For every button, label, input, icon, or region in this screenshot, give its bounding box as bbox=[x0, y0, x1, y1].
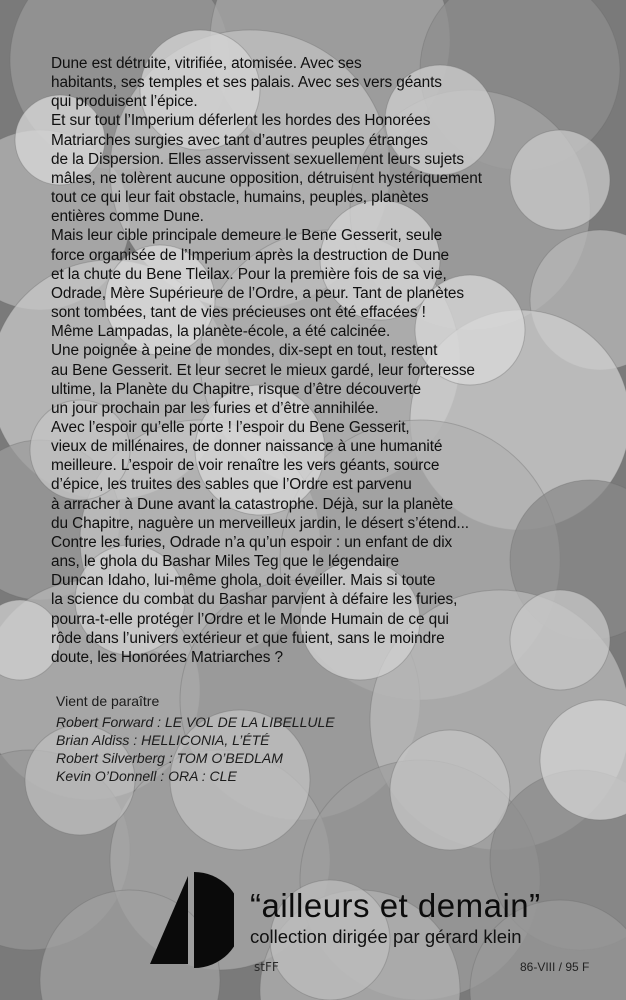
blurb-line: Mais leur cible principale demeure le Bene Gesserit, seule bbox=[51, 227, 443, 245]
blurb-line: au Bene Gesserit. Et leur secret le mieux gardé, leur forteresse bbox=[51, 361, 475, 379]
recent-releases-title: Vient de paraître bbox=[56, 693, 160, 709]
publisher-logo: stFF bbox=[254, 960, 279, 974]
blurb-line: Odrade, Mère Supérieure de l’Ordre, a peur. Tant de planètes bbox=[51, 284, 464, 302]
recent-release-item bbox=[56, 767, 335, 785]
release-author: Robert Forward bbox=[56, 714, 154, 730]
blurb-line: un jour prochain par les furies et d’être annihilée. bbox=[51, 399, 379, 417]
blurb-line: Même Lampadas, la planète-école, a été calcinée. bbox=[51, 323, 391, 341]
blurb-line: rôde dans l’univers extérieur et que fuient, sans le moindre bbox=[51, 629, 445, 647]
series-title: “ailleurs et demain” bbox=[250, 887, 541, 924]
release-separator: : bbox=[129, 732, 142, 748]
blurb-line: force organisée de l’Imperium après la destruction de Dune bbox=[51, 246, 449, 264]
blurb-line: qui produisent l’épice. bbox=[51, 93, 198, 111]
blurb-line: Et sur tout l’Imperium déferlent les hordes des Honorées bbox=[51, 112, 431, 130]
price-code: 86-VIII / 95 F bbox=[520, 960, 590, 974]
recent-releases-list bbox=[56, 713, 335, 785]
blurb-line: à arracher à Dune avant la catastrophe. Déjà, sur la planète bbox=[51, 495, 454, 513]
blurb-line: Avec l’espoir qu’elle porte ! l’espoir du Bene Gesserit, bbox=[51, 418, 410, 436]
release-title: ORA : CLE bbox=[168, 768, 237, 784]
blurb-line: la science du combat du Bashar parvient à défaire les furies, bbox=[51, 591, 458, 609]
blurb-line: pourra-t-elle protéger l’Ordre et le Monde Humain de ce qui bbox=[51, 610, 449, 628]
blurb-line: sont tombées, tant de vies précieuses ont été effacées ! bbox=[51, 304, 426, 322]
blurb-line: Matriarches surgies avec tant d’autres peuples étranges bbox=[51, 131, 428, 149]
blurb-line: vieux de millénaires, de donner naissance à une humanité bbox=[51, 438, 443, 456]
blurb-line: et la chute du Bene Tleilax. Pour la première fois de sa vie, bbox=[51, 265, 447, 283]
blurb-line: Dune est détruite, vitrifiée, atomisée. Avec ses bbox=[51, 55, 362, 72]
recent-releases bbox=[56, 692, 335, 785]
blurb-line: Contre les furies, Odrade n’a qu’un espoir : un enfant de dix bbox=[51, 533, 453, 551]
collection-logo-icon bbox=[148, 872, 234, 968]
blurb-line: tout ce qui leur fait obstacle, humains, peuples, planètes bbox=[51, 189, 429, 207]
release-author: Robert Silverberg bbox=[56, 750, 165, 766]
release-separator: : bbox=[164, 750, 177, 766]
blurb-line: de la Dispersion. Elles asservissent sexuellement leurs sujets bbox=[51, 150, 464, 168]
release-separator: : bbox=[153, 714, 165, 730]
release-author: Kevin O’Donnell bbox=[56, 768, 157, 784]
recent-release-item bbox=[56, 713, 335, 731]
recent-release-item bbox=[56, 731, 335, 749]
blurb-line: doute, les Honorées Matriarches ? bbox=[51, 648, 283, 666]
blurb-line: meilleure. L’espoir de voir renaître les vers géants, source bbox=[51, 457, 440, 475]
blurb-line: ans, le ghola du Bashar Miles Teg que le légendaire bbox=[51, 553, 399, 571]
blurb-line: mâles, ne tolèrent aucune opposition, détruisent hystériquement bbox=[51, 169, 482, 187]
blurb-line: ultime, la Planète du Chapitre, risque d’être découverte bbox=[51, 380, 421, 398]
release-title: LE VOL DE LA LIBELLULE bbox=[164, 714, 335, 730]
blurb-line: du Chapitre, naguère un merveilleux jardin, le désert s’étend... bbox=[51, 514, 469, 532]
release-separator: : bbox=[156, 768, 169, 784]
release-title: TOM O’BEDLAM bbox=[176, 750, 283, 766]
release-author: Brian Aldiss bbox=[56, 732, 130, 748]
blurb-line: entières comme Dune. bbox=[51, 208, 204, 226]
recent-release-item bbox=[56, 749, 335, 767]
blurb-line: d’épice, les truites des sables que l’Ordre est parvenu bbox=[51, 476, 412, 494]
blurb-line: Une poignée à peine de mondes, dix-sept en tout, restent bbox=[51, 342, 438, 360]
blurb-line: Duncan Idaho, lui-même ghola, doit éveiller. Mais si toute bbox=[51, 572, 436, 590]
bubble-shape bbox=[390, 730, 510, 850]
series-subtitle: collection dirigée par gérard klein bbox=[250, 926, 522, 947]
blurb-text bbox=[51, 54, 611, 667]
blurb-line: habitants, ses temples et ses palais. Avec ses vers géants bbox=[51, 74, 442, 92]
release-title: HELLICONIA, L’ÉTÉ bbox=[141, 732, 270, 748]
